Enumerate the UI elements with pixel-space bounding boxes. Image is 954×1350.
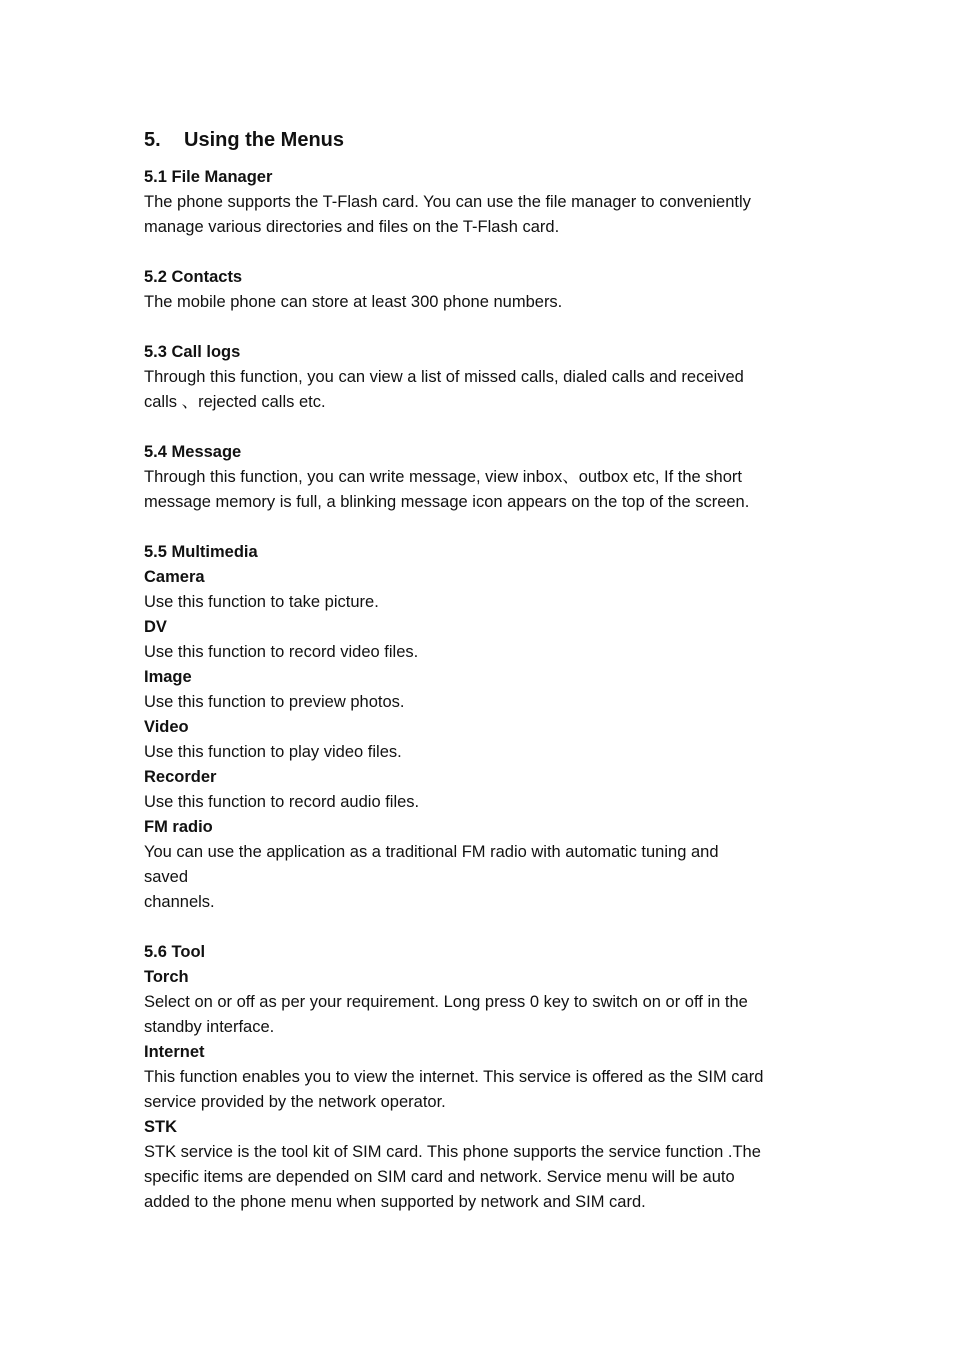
section-call-logs <box>144 340 814 415</box>
section-heading: 5.3 Call logs <box>144 343 241 361</box>
section-tool <box>144 940 814 1215</box>
paragraph-line: message memory is full, a blinking message icon appears on the top of the screen. <box>144 493 750 511</box>
section-heading: 5.4 Message <box>144 443 242 461</box>
item-text-fm-radio: saved <box>144 868 189 886</box>
item-text-internet: This function enables you to view the internet. This service is offered as the SIM card <box>144 1068 764 1086</box>
item-title-image: Image <box>144 668 192 686</box>
chapter-heading <box>144 126 814 154</box>
section-heading: 5.5 Multimedia <box>144 543 258 561</box>
item-text-recorder: Use this function to record audio files. <box>144 793 420 811</box>
item-text-video: Use this function to play video files. <box>144 743 402 761</box>
paragraph-line: Through this function, you can view a list of missed calls, dialed calls and received <box>144 368 744 386</box>
spacer <box>144 315 814 340</box>
item-text-image: Use this function to preview photos. <box>144 693 405 711</box>
chapter-title: Using the Menus <box>184 129 345 151</box>
item-text-stk: specific items are depended on SIM card and network. Service menu will be auto <box>144 1168 735 1186</box>
spacer <box>144 915 814 940</box>
section-heading: 5.1 File Manager <box>144 168 273 186</box>
item-text-internet: service provided by the network operator. <box>144 1093 446 1111</box>
paragraph-line: calls 、rejected calls etc. <box>144 393 326 411</box>
item-title-camera: Camera <box>144 568 205 586</box>
page-content <box>144 126 814 1215</box>
item-title-torch: Torch <box>144 968 189 986</box>
item-title-recorder: Recorder <box>144 768 217 786</box>
paragraph-line: The phone supports the T-Flash card. You can use the file manager to conveniently <box>144 193 751 211</box>
item-title-dv: DV <box>144 618 167 636</box>
section-heading: 5.6 Tool <box>144 943 206 961</box>
spacer <box>144 515 814 540</box>
spacer <box>144 415 814 440</box>
paragraph-line: manage various directories and files on the T-Flash card. <box>144 218 560 236</box>
section-contacts <box>144 265 814 315</box>
item-text-fm-radio: You can use the application as a traditional FM radio with automatic tuning and <box>144 843 719 861</box>
item-title-internet: Internet <box>144 1043 205 1061</box>
item-text-camera: Use this function to take picture. <box>144 593 379 611</box>
section-file-manager <box>144 165 814 240</box>
item-title-video: Video <box>144 718 189 736</box>
item-text-stk: STK service is the tool kit of SIM card. This phone supports the service function .The <box>144 1143 761 1161</box>
item-title-fm-radio: FM radio <box>144 818 213 836</box>
section-message <box>144 440 814 515</box>
section-multimedia <box>144 540 814 915</box>
section-heading: 5.2 Contacts <box>144 268 243 286</box>
spacer <box>144 240 814 265</box>
paragraph-line: The mobile phone can store at least 300 phone numbers. <box>144 293 563 311</box>
item-text-fm-radio: channels. <box>144 893 215 911</box>
item-text-torch: standby interface. <box>144 1018 275 1036</box>
chapter-number: 5. <box>144 129 161 151</box>
item-title-stk: STK <box>144 1118 177 1136</box>
item-text-torch: Select on or off as per your requirement. Long press 0 key to switch on or off in the <box>144 993 748 1011</box>
paragraph-line: Through this function, you can write message, view inbox、outbox etc, If the short <box>144 468 742 486</box>
item-text-dv: Use this function to record video files. <box>144 643 419 661</box>
item-text-stk: added to the phone menu when supported by network and SIM card. <box>144 1193 646 1211</box>
